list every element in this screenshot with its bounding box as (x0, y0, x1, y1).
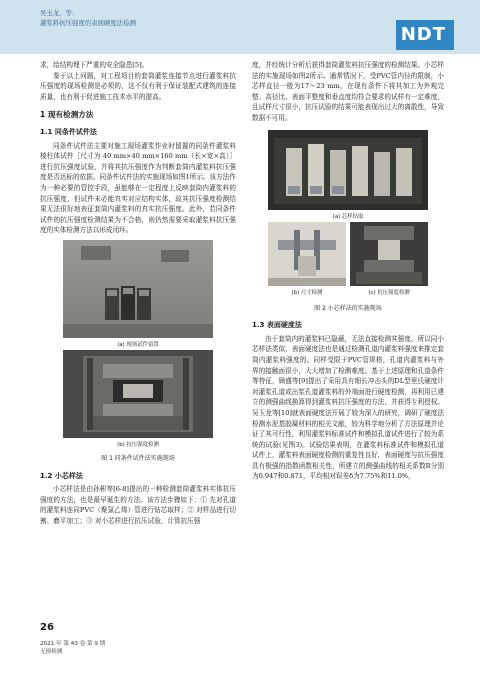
footer-journal: 无损检测 (40, 649, 63, 655)
figure-2c-photo (350, 222, 428, 286)
section-heading: 1 现有检测方法 (40, 110, 94, 120)
paragraph: 鉴于以上问题，对工程项目的套筒灌浆连接节点进行灌浆料抗压强度的现场检测是必须的，这不仅有利于保证装配式建筑的连接质量，也有利于促进施工技术水平的提高。 (40, 71, 236, 101)
core-samples-photo (268, 130, 428, 210)
figure-2c-caption: (c) 抗压强度检测 (368, 289, 410, 296)
subsection-heading: 1.3 表面硬度法 (252, 321, 302, 330)
subsection-heading: 1.1 同条件试件法 (40, 127, 97, 136)
right-column (252, 60, 444, 482)
figure-2b-caption: (b) 尺寸检测 (291, 289, 323, 296)
journal-footer (40, 640, 105, 656)
paragraph: 由于套筒内的灌浆料已隐蔽，无法直接检测其强度，所以同小芯样法类似，表面硬度法也是通过检测孔道内灌浆料强度来推定套筒内灌浆料强度的。同样受限于PVC管规格，孔道内灌浆料与外界的接触面很小，大大增加了检测难度。基于上述原理和孔道条件等特征，顾盛等[9]提出了采用具有细长冲击头的DL型里氏硬度计对灌浆孔道或出浆孔道灌浆料的外端面进行硬度检测，再利用已建立的测强曲线换算得到灌浆料抗压强度的方法，并获得专利授权。吴玉龙等[10]就表面硬度法开展了较为深入的研究，调研了硬度法检测水泥基胶凝材料的相关文献，较为科学地分析了方法原理并论证了其可行性，利用灌浆料标准试件和模拟孔道试件进行了较为系统的试验(见图3)。试验结果表明，在灌浆料标准试件和模拟孔道试件上，灌浆料表面硬度检测的重复性良好，表面硬度与抗压强度具有极强的指数函数相关性，所建立的测强曲线的相关系数R分别为0.947和0.871，平均相对误差δ为7.75%和11.0%， (252, 334, 444, 481)
figure-1a-caption: (a) 现场试件留置 (117, 341, 159, 348)
running-head-authors: 吴玉龙，等： (40, 9, 79, 17)
running-head-title: 灌浆料抗压强度的表面硬度法检测 (40, 19, 136, 27)
figure-2-caption: 图 2 小芯样法的实施现场 (314, 304, 382, 312)
figure-1-caption: 图 1 同条件试件法实施现场 (101, 454, 175, 462)
running-head (40, 8, 136, 28)
figure-2a-caption: (a) 芯样钻取 (332, 213, 364, 220)
left-column (40, 60, 236, 526)
paragraph: 求，给结构埋下严重的安全隐患[5]。 (40, 61, 149, 69)
figure-1b-caption: (b) 抗压强度检测 (117, 441, 159, 448)
figure-1 (63, 240, 213, 450)
paragraph: 小芯样法是由孙彬等[6-8]提出的一种检测套筒灌浆料实体抗压强度的方法，也是最早诞生的方法。该方法步骤如下：① 先对孔道的灌浆料连同PVC（聚氯乙烯）管进行钻芯取样；② 对样品进行切割、磨平加工；③ 对小芯样进行抗压试验，计算抗压强 (40, 485, 236, 525)
core-compression-photo (350, 222, 428, 286)
page-number: 26 (40, 622, 54, 633)
footer-issue: 2021 年 第 43 卷 第 9 期 (40, 641, 106, 647)
dimension-check-photo (268, 222, 346, 286)
figure-2a-photo (268, 130, 428, 210)
figure-1b-photo (63, 350, 213, 438)
page-header (0, 0, 480, 54)
paragraph: 度，并经统计分析后获得套筒灌浆料抗压强度的检测结果。小芯样法的实施现场如图2所示。通常情况下，受PVC管内径的限制，小芯样直径一般为17～23 mm。在现有条件下将其加工为外观完整、高径比、表面平整度和垂直度均符合要求的试样有一定难度，且试样尺寸很小，抗压试验的结果可能表现出过大的离散性，导致数据不可用。 (252, 61, 444, 122)
paragraph: 同条件试件法主要对施工现场灌浆作业时留置的同条件灌浆料棱柱体试件［尺寸为 40 mm×40 mm×160 mm（长×宽×高）］进行抗压强度试验，并将其抗压强度作为判断套筒内灌浆料抗压强度是否达标的依据。同条件试件法的实施现场如图1所示。该方法作为一种必要的管控手段，虽能够在一定程度上反映套筒内灌浆料的抗压强度，但试件未必能真实对应结构实体，故其抗压强度检测结果无法很好地表征套筒内灌浆料的真实抗压强度。此外，若同条件试件的抗压强度检测结果为不合格，则仍然需要采取灌浆料抗压强度的实体检测方法以形成闭环。 (40, 141, 236, 235)
figure-1a-photo (63, 240, 213, 338)
journal-logo: NDT (400, 24, 446, 45)
site-specimen-photo (63, 240, 213, 338)
figure-2b-photo (268, 222, 346, 286)
compression-test-photo (63, 350, 213, 438)
figure-2 (268, 130, 428, 298)
subsection-heading: 1.2 小芯样法 (40, 471, 83, 480)
